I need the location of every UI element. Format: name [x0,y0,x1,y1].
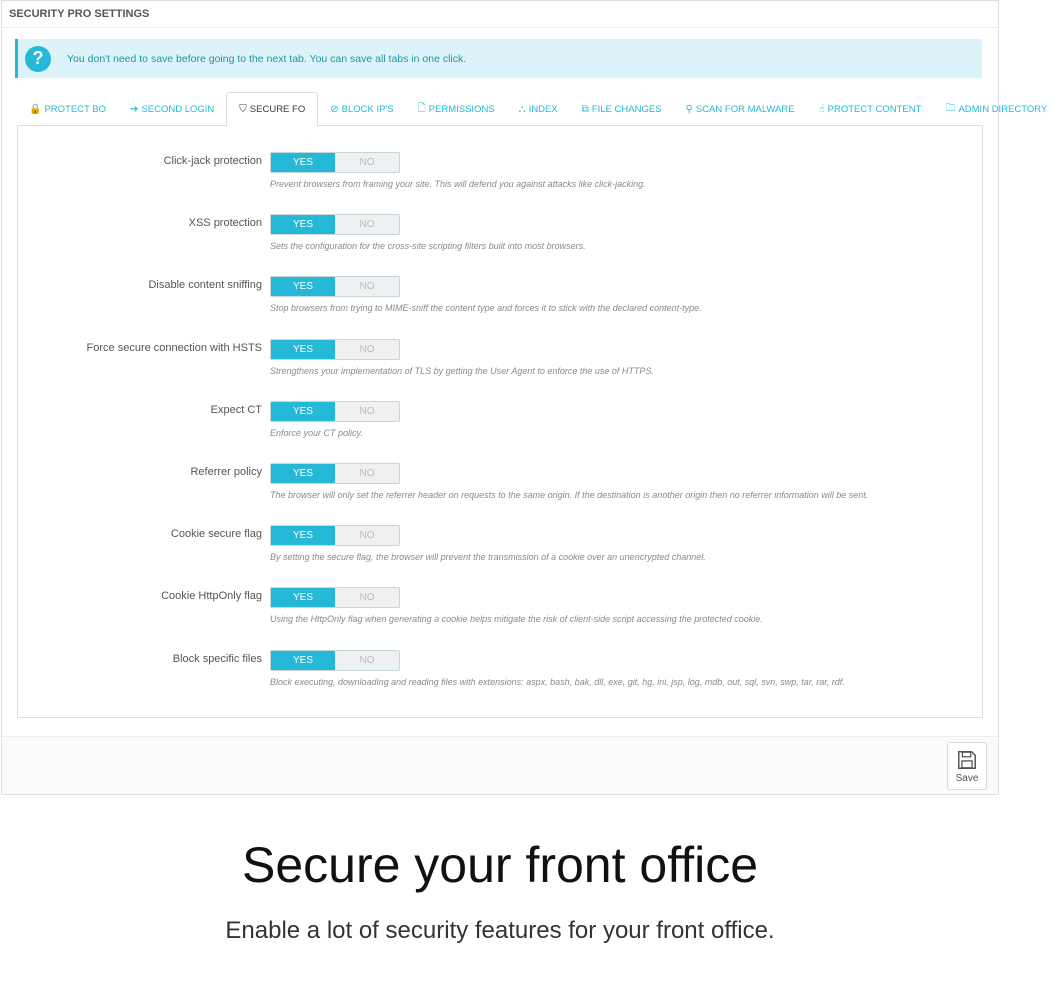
floppy-disk-icon [956,749,978,771]
switch-no-option[interactable]: NO [335,402,399,421]
switch-yes-option[interactable]: YES [271,651,335,670]
yes-no-switch[interactable] [270,339,400,360]
tab-label: SECOND LOGIN [141,103,215,115]
tab-label: ADMIN DIRECTORY [958,103,1048,115]
setting-help-text: Enforce your CT policy. [270,427,363,438]
switch-no-option[interactable]: NO [335,340,399,359]
switch-no-option[interactable]: NO [335,277,399,296]
file-icon: 🗋 [417,102,426,114]
panel-footer [2,736,998,794]
tab-label: PROTECT CONTENT [827,103,922,115]
tab-protect-bo[interactable] [17,92,118,126]
yes-no-switch[interactable] [270,401,400,422]
ban-icon: ⊘ [330,103,339,115]
info-alert-text: You don't need to save before going to the next tab. You can save all tabs in one click. [67,52,467,65]
switch-yes-option[interactable]: YES [271,402,335,421]
search-icon: ⚲ [685,103,693,115]
tab-secure-fo[interactable] [226,92,318,127]
switch-no-option[interactable]: NO [335,215,399,234]
question-icon: ? [25,46,51,72]
setting-label: XSS protection [188,217,262,230]
switch-no-option[interactable]: NO [335,588,399,607]
yes-no-switch[interactable] [270,463,400,484]
setting-label: Click-jack protection [163,155,262,167]
promo-headline: Secure your front office [241,837,758,893]
setting-label: Disable content sniffing [148,279,262,292]
switch-yes-option[interactable]: YES [271,588,335,607]
setting-row [18,631,984,693]
tab-label: INDEX [528,103,558,115]
files-icon: ⧉ [581,103,589,115]
folder-icon: 🗀 [945,102,956,114]
switch-yes-option[interactable]: YES [271,215,335,234]
sign-in-icon: ➔ [130,103,139,115]
panel-title: SECURITY PRO SETTINGS [2,1,998,28]
yes-no-switch[interactable] [270,525,400,546]
switch-no-option[interactable]: NO [335,153,399,172]
promo-subline: Enable a lot of security features for your front office. [225,917,775,944]
tab-file-changes[interactable] [570,92,674,126]
switch-no-option[interactable]: NO [335,651,399,670]
save-button[interactable] [947,742,987,790]
tab-permissions[interactable] [406,92,507,126]
setting-row [18,568,984,630]
yes-no-switch[interactable] [270,214,400,235]
yes-no-switch[interactable] [270,650,400,671]
tab-label: BLOCK IP'S [341,103,394,115]
setting-label: Referrer policy [190,466,262,478]
tab-scan-for-malware[interactable] [674,92,807,126]
setting-help-text: Stop browsers from trying to MIME-sniff the content type and forces it to stick with the declared content-type. [270,303,702,314]
tab-label: SCAN FOR MALWARE [695,103,795,115]
setting-label: Expect CT [210,403,262,416]
setting-help-text: By setting the secure flag, the browser will prevent the transmission of a cookie over an unencrypted channel. [270,552,706,563]
setting-row [18,133,984,195]
switch-no-option[interactable]: NO [335,526,399,545]
yes-no-switch[interactable] [270,587,400,608]
switch-yes-option[interactable]: YES [271,464,335,483]
tab-label: PERMISSIONS [428,103,495,115]
hand-icon: ☝ [818,103,825,115]
switch-no-option[interactable]: NO [335,464,399,483]
tab-label: SECURE FO [249,104,306,115]
switch-yes-option[interactable]: YES [271,153,335,172]
setting-row [18,444,984,506]
setting-row [18,320,984,382]
tab-admin-directory[interactable] [933,92,1059,126]
setting-help-text: Block executing, downloading and reading files with extensions: aspx, bash, bak, dll, exe, git, hg, ini, jsp, log, mdb, out, sql, svn, swp, tar, rar, rdf. [270,676,845,687]
setting-row [18,195,984,257]
tab-protect-content[interactable] [807,92,934,126]
lock-icon: 🔒 [29,103,42,115]
tab-content-secure-fo [17,125,983,718]
setting-row [18,506,984,568]
setting-label: Cookie HttpOnly flag [161,590,262,603]
info-alert [15,39,982,78]
setting-label: Cookie secure flag [170,528,262,541]
sitemap-icon: ⛬ [518,103,526,115]
setting-help-text: Strengthens your implementation of TLS by getting the User Agent to enforce the use of HTTPS. [270,365,654,376]
setting-help-text: Prevent browsers from framing your site. This will defend you against attacks like click-jacking. [270,179,646,189]
setting-help-text: The browser will only set the referrer header on requests to the same origin. If the destination is another origin then no referrer information will be sent. [270,490,869,500]
setting-label: Force secure connection with HSTS [86,341,262,354]
setting-label: Block specific files [172,652,262,665]
switch-yes-option[interactable]: YES [271,277,335,296]
tab-index[interactable] [507,92,570,126]
shield-icon: ⛉ [239,104,247,115]
tab-second-login[interactable] [118,92,226,126]
setting-row [18,257,984,319]
save-button-label: Save [955,772,979,784]
tab-block-ip-s[interactable] [318,92,405,126]
switch-yes-option[interactable]: YES [271,526,335,545]
setting-row [18,382,984,444]
yes-no-switch[interactable] [270,276,400,297]
tab-bar [17,92,1048,126]
setting-help-text: Sets the configuration for the cross-site scripting filters built into most browsers. [270,241,586,252]
tab-label: FILE CHANGES [591,103,662,115]
yes-no-switch[interactable] [270,152,400,173]
switch-yes-option[interactable]: YES [271,340,335,359]
setting-help-text: Using the HttpOnly flag when generating a cookie helps mitigate the risk of client-side script accessing the protected cookie. [270,614,763,625]
tab-label: PROTECT BO [44,103,107,115]
